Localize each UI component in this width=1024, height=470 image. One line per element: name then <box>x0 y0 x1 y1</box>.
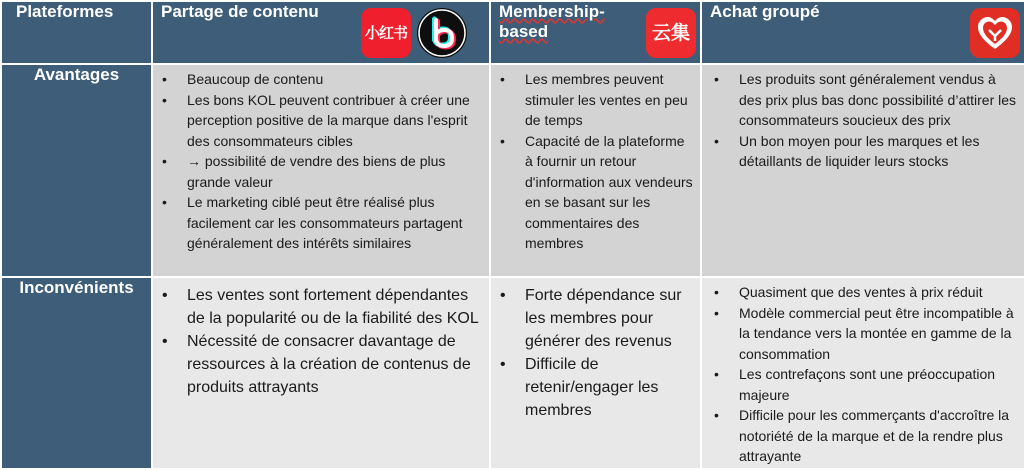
bullet-item: • Les contrefaçons sont une préoccupation majeure <box>702 364 1020 405</box>
cell-avantages-membership <box>490 64 701 277</box>
bullet-item: • Difficile de retenir/engager les membres <box>491 353 696 422</box>
bullet-item: • Un bon moyen pour les marques et les détaillants de liquider leurs stocks <box>702 131 1020 172</box>
row-avantages <box>1 64 1024 277</box>
header-membership-based <box>490 1 701 64</box>
bullet-item: • Modèle commercial peut être incompatible à la tendance vers la montée en gamme de la consommation <box>702 303 1020 365</box>
cell-inconvenients-achat <box>701 277 1024 469</box>
bullet-item: • Les ventes sont fortement dépendantes de la popularité ou de la fiabilité des KOL <box>153 284 485 330</box>
header-membership-line2: based <box>499 22 549 41</box>
row-inconvenients <box>1 277 1024 469</box>
yunji-logo-icon: 云集 <box>646 8 696 58</box>
header-partage-de-contenu <box>152 1 490 64</box>
row-label-inconvenients: Inconvénients <box>1 277 152 469</box>
bullet-item: • → possibilité de vendre des biens de plus grande valeur <box>153 151 485 192</box>
cell-avantages-achat <box>701 64 1024 277</box>
bullet-item: • Difficile pour les commerçants d'accroître la notoriété de la marque et de la rendre plus attrayante <box>702 405 1020 467</box>
bullet-item: • Les membres peuvent stimuler les ventes en peu de temps <box>491 69 696 131</box>
row-label-avantages: Avantages <box>1 64 152 277</box>
header-partage-label: Partage de contenu <box>161 2 319 21</box>
pinduoduo-logo-icon <box>970 8 1020 58</box>
header-achat-groupe <box>701 1 1024 64</box>
cell-inconvenients-membership <box>490 277 701 469</box>
xiaohongshu-logo-icon: 小红书 <box>361 8 411 58</box>
header-membership-line1: Membership- <box>499 2 605 21</box>
bullet-item: • Le marketing ciblé peut être réalisé plus facilement car les consommateurs partagent généralement des intérêts similaires <box>153 192 485 254</box>
tiktok-logo-icon <box>417 8 467 58</box>
bullet-item: • Capacité de la plateforme à fournir un retour d'information aux vendeurs en se basant sur les commentaires des membres <box>491 131 696 254</box>
header-plateformes: Plateformes <box>1 1 152 64</box>
bullet-item: • Forte dépendance sur les membres pour générer des revenus <box>491 284 696 353</box>
cell-avantages-contenu <box>152 64 490 277</box>
cell-inconvenients-contenu <box>152 277 490 469</box>
header-achat-label: Achat groupé <box>710 2 820 21</box>
bullet-item: • Les bons KOL peuvent contribuer à créer une perception positive de la marque dans l'esprit des consommateurs cibles <box>153 90 485 152</box>
bullet-item: • Nécessité de consacrer davantage de ressources à la création de contenus de produits attrayants <box>153 330 485 399</box>
bullet-item: • Les produits sont généralement vendus à des prix plus bas donc possibilité d’attirer les consommateurs soucieux des prix <box>702 69 1020 131</box>
bullet-item: • Quasiment que des ventes à prix réduit <box>702 282 1020 303</box>
header-row <box>1 1 1024 64</box>
bullet-item: • Beaucoup de contenu <box>153 69 485 90</box>
